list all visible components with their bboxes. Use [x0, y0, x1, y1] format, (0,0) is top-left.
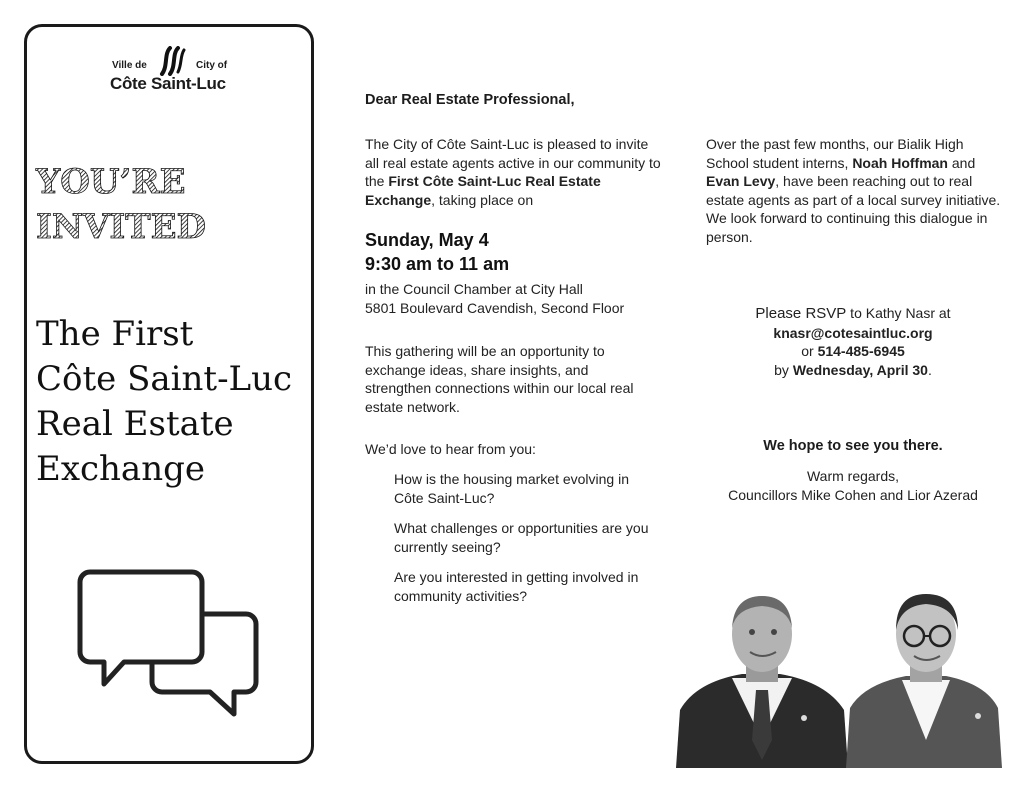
rsvp-contact: to Kathy Nasr at: [846, 305, 951, 321]
rsvp-or: or: [801, 343, 818, 359]
rsvp-phone-line: [706, 342, 1000, 361]
intro-text-end: , taking place on: [431, 191, 534, 208]
interns-text: , have been reaching out to real estate agents as part of a local survey initiative. We look forward to continuing this dialogue in person.: [706, 173, 1001, 245]
logo-ville-de: Ville de: [112, 60, 147, 71]
title-line: Exchange: [36, 449, 205, 489]
title-line: The First: [36, 314, 194, 354]
intern-name: Noah Hoffman: [852, 154, 948, 171]
event-time: 9:30 am to 11 am: [365, 254, 510, 274]
interns-text: Over the past few months, our Bialik High School student interns,: [706, 136, 964, 171]
gathering-paragraph: This gathering will be an opportunity to exchange ideas, share insights, and strengthen connections within our local real estate network.: [365, 343, 634, 415]
event-name: First Côte Saint-Luc Real Estate Exchange: [365, 173, 601, 208]
rsvp-deadline: Wednesday, April 30: [792, 361, 928, 378]
event-date: Sunday, May 4: [365, 230, 489, 250]
rsvp-line: [706, 304, 1000, 324]
rsvp-label: Please RSVP: [755, 305, 847, 322]
youre-invited-art: [34, 160, 294, 250]
location-line: 5801 Boulevard Cavendish, Second Floor: [365, 299, 625, 316]
interns-text: and: [947, 154, 976, 171]
title-line: Real Estate: [36, 404, 234, 444]
closing: [706, 467, 1000, 504]
location-line: in the Council Chamber at City Hall: [365, 281, 583, 297]
rsvp-by: by: [774, 361, 793, 378]
question-item: How is the housing market evolving in Côte Saint-Luc?: [394, 471, 630, 506]
question-item: Are you interested in getting involved in community activities?: [394, 569, 639, 604]
salutation: Dear Real Estate Professional,: [365, 92, 575, 108]
councillor-photo-right: [846, 590, 1002, 768]
city-emblem-icon: [154, 46, 188, 76]
city-logo: [90, 46, 240, 94]
intro-text: The City of Côte Saint-Luc is pleased to invite all real estate agents active in our community to the: [365, 136, 661, 189]
rsvp-email[interactable]: knasr@cotesaintluc.org: [773, 324, 933, 341]
event-location: [365, 280, 665, 317]
event-title: [36, 312, 311, 492]
title-line: Côte Saint-Luc: [36, 359, 293, 399]
councillor-photo-left: [676, 590, 848, 768]
rsvp-period: .: [927, 361, 932, 378]
rsvp-block: [706, 304, 1000, 379]
invited-line2: INVITED: [36, 207, 206, 247]
signatories: Councillors Mike Cohen and Lior Azerad: [728, 486, 978, 503]
rsvp-phone[interactable]: 514-485-6945: [817, 343, 905, 359]
chat-bubbles-icon: [74, 568, 264, 723]
rsvp-deadline-line: [706, 361, 1000, 380]
hear-from-you: We’d love to hear from you:: [365, 441, 536, 457]
logo-city-of: City of: [196, 60, 228, 71]
hope-line: We hope to see you there.: [763, 438, 943, 454]
invited-line1: YOU’RE: [36, 162, 186, 202]
youre-invited-heading: [34, 160, 294, 250]
intern-name: Evan Levy: [706, 173, 776, 189]
interns-paragraph: [706, 135, 1006, 246]
intro-paragraph: [365, 135, 665, 209]
question-item: What challenges or opportunities are you currently seeing?: [394, 520, 649, 555]
event-datetime: [365, 228, 509, 276]
regards: Warm regards,: [806, 468, 900, 484]
logo-name: Côte Saint-Luc: [110, 74, 226, 93]
